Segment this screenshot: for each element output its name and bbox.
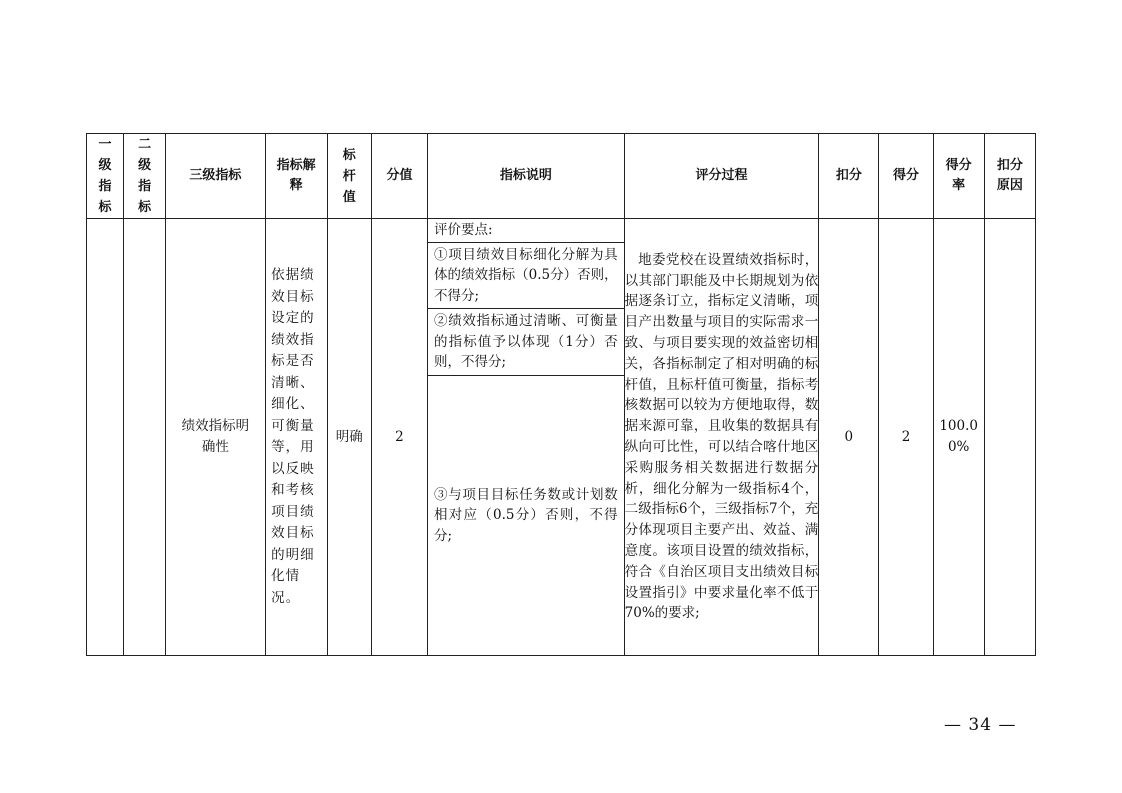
header-level3: 三级指标 bbox=[166, 134, 265, 219]
description-title: 评价要点: bbox=[428, 219, 624, 243]
header-rate: 得分率 bbox=[933, 134, 984, 219]
header-row bbox=[87, 134, 1036, 219]
cell-level2 bbox=[124, 219, 166, 656]
description-point-1: ①项目绩效目标细化分解为具体的绩效指标（0.5分）否则，不得分; bbox=[428, 243, 624, 310]
header-deduction: 扣分 bbox=[819, 134, 879, 219]
header-reason: 扣分原因 bbox=[984, 134, 1035, 219]
description-point-3: ③与项目目标任务数或计划数相对应（0.5分）否则，不得分; bbox=[434, 486, 618, 544]
cell-benchmark: 明确 bbox=[327, 219, 371, 656]
table-row bbox=[87, 219, 1036, 656]
cell-deduction: 0 bbox=[819, 219, 879, 656]
cell-level3: 绩效指标明确性 bbox=[166, 219, 265, 656]
cell-score-value: 2 bbox=[371, 219, 427, 656]
evaluation-table bbox=[86, 133, 1036, 656]
header-score-value: 分值 bbox=[371, 134, 427, 219]
cell-description bbox=[428, 219, 625, 656]
header-benchmark: 标杆值 bbox=[327, 134, 371, 219]
header-description: 指标说明 bbox=[428, 134, 625, 219]
cell-rate: 100.00% bbox=[933, 219, 984, 656]
header-level2: 二级指标 bbox=[124, 134, 166, 219]
cell-level1 bbox=[87, 219, 124, 656]
cell-obtained: 2 bbox=[879, 219, 933, 656]
cell-reason bbox=[984, 219, 1035, 656]
cell-process: 地委党校在设置绩效指标时，以其部门职能及中长期规划为依据逐条订立，指标定义清晰，项目产出数量与项目的实际需求一致、与项目要实现的效益密切相关，各指标制定了相对明确的标杆值，且标杆值可衡量，指标考核数据可以较为方便地取得，数据来源可靠，且收集的数据具有纵向可比性，可以结合喀什地区采购服务相关数据进行数据分析，细化分解为一级指标4个，二级指标6个，三级指标7个，充分体现项目主要产出、效益、满意度。该项目设置的绩效指标，符合《自治区项目支出绩效目标设置指引》中要求量化率不低于70%的要求; bbox=[624, 219, 819, 656]
header-level1: 一级指标 bbox=[87, 134, 124, 219]
page-number: — 34 — bbox=[944, 715, 1017, 735]
header-obtained: 得分 bbox=[879, 134, 933, 219]
header-explain: 指标解释 bbox=[265, 134, 327, 219]
description-point-2: ②绩效指标通过清晰、可衡量的指标值予以体现（1分）否则，不得分; bbox=[428, 309, 624, 376]
header-process: 评分过程 bbox=[624, 134, 819, 219]
cell-explain: 依据绩效目标设定的绩效指标是否清晰、细化、可衡量等，用以反映和考核项目绩效目标的明细化情况。 bbox=[265, 219, 327, 656]
